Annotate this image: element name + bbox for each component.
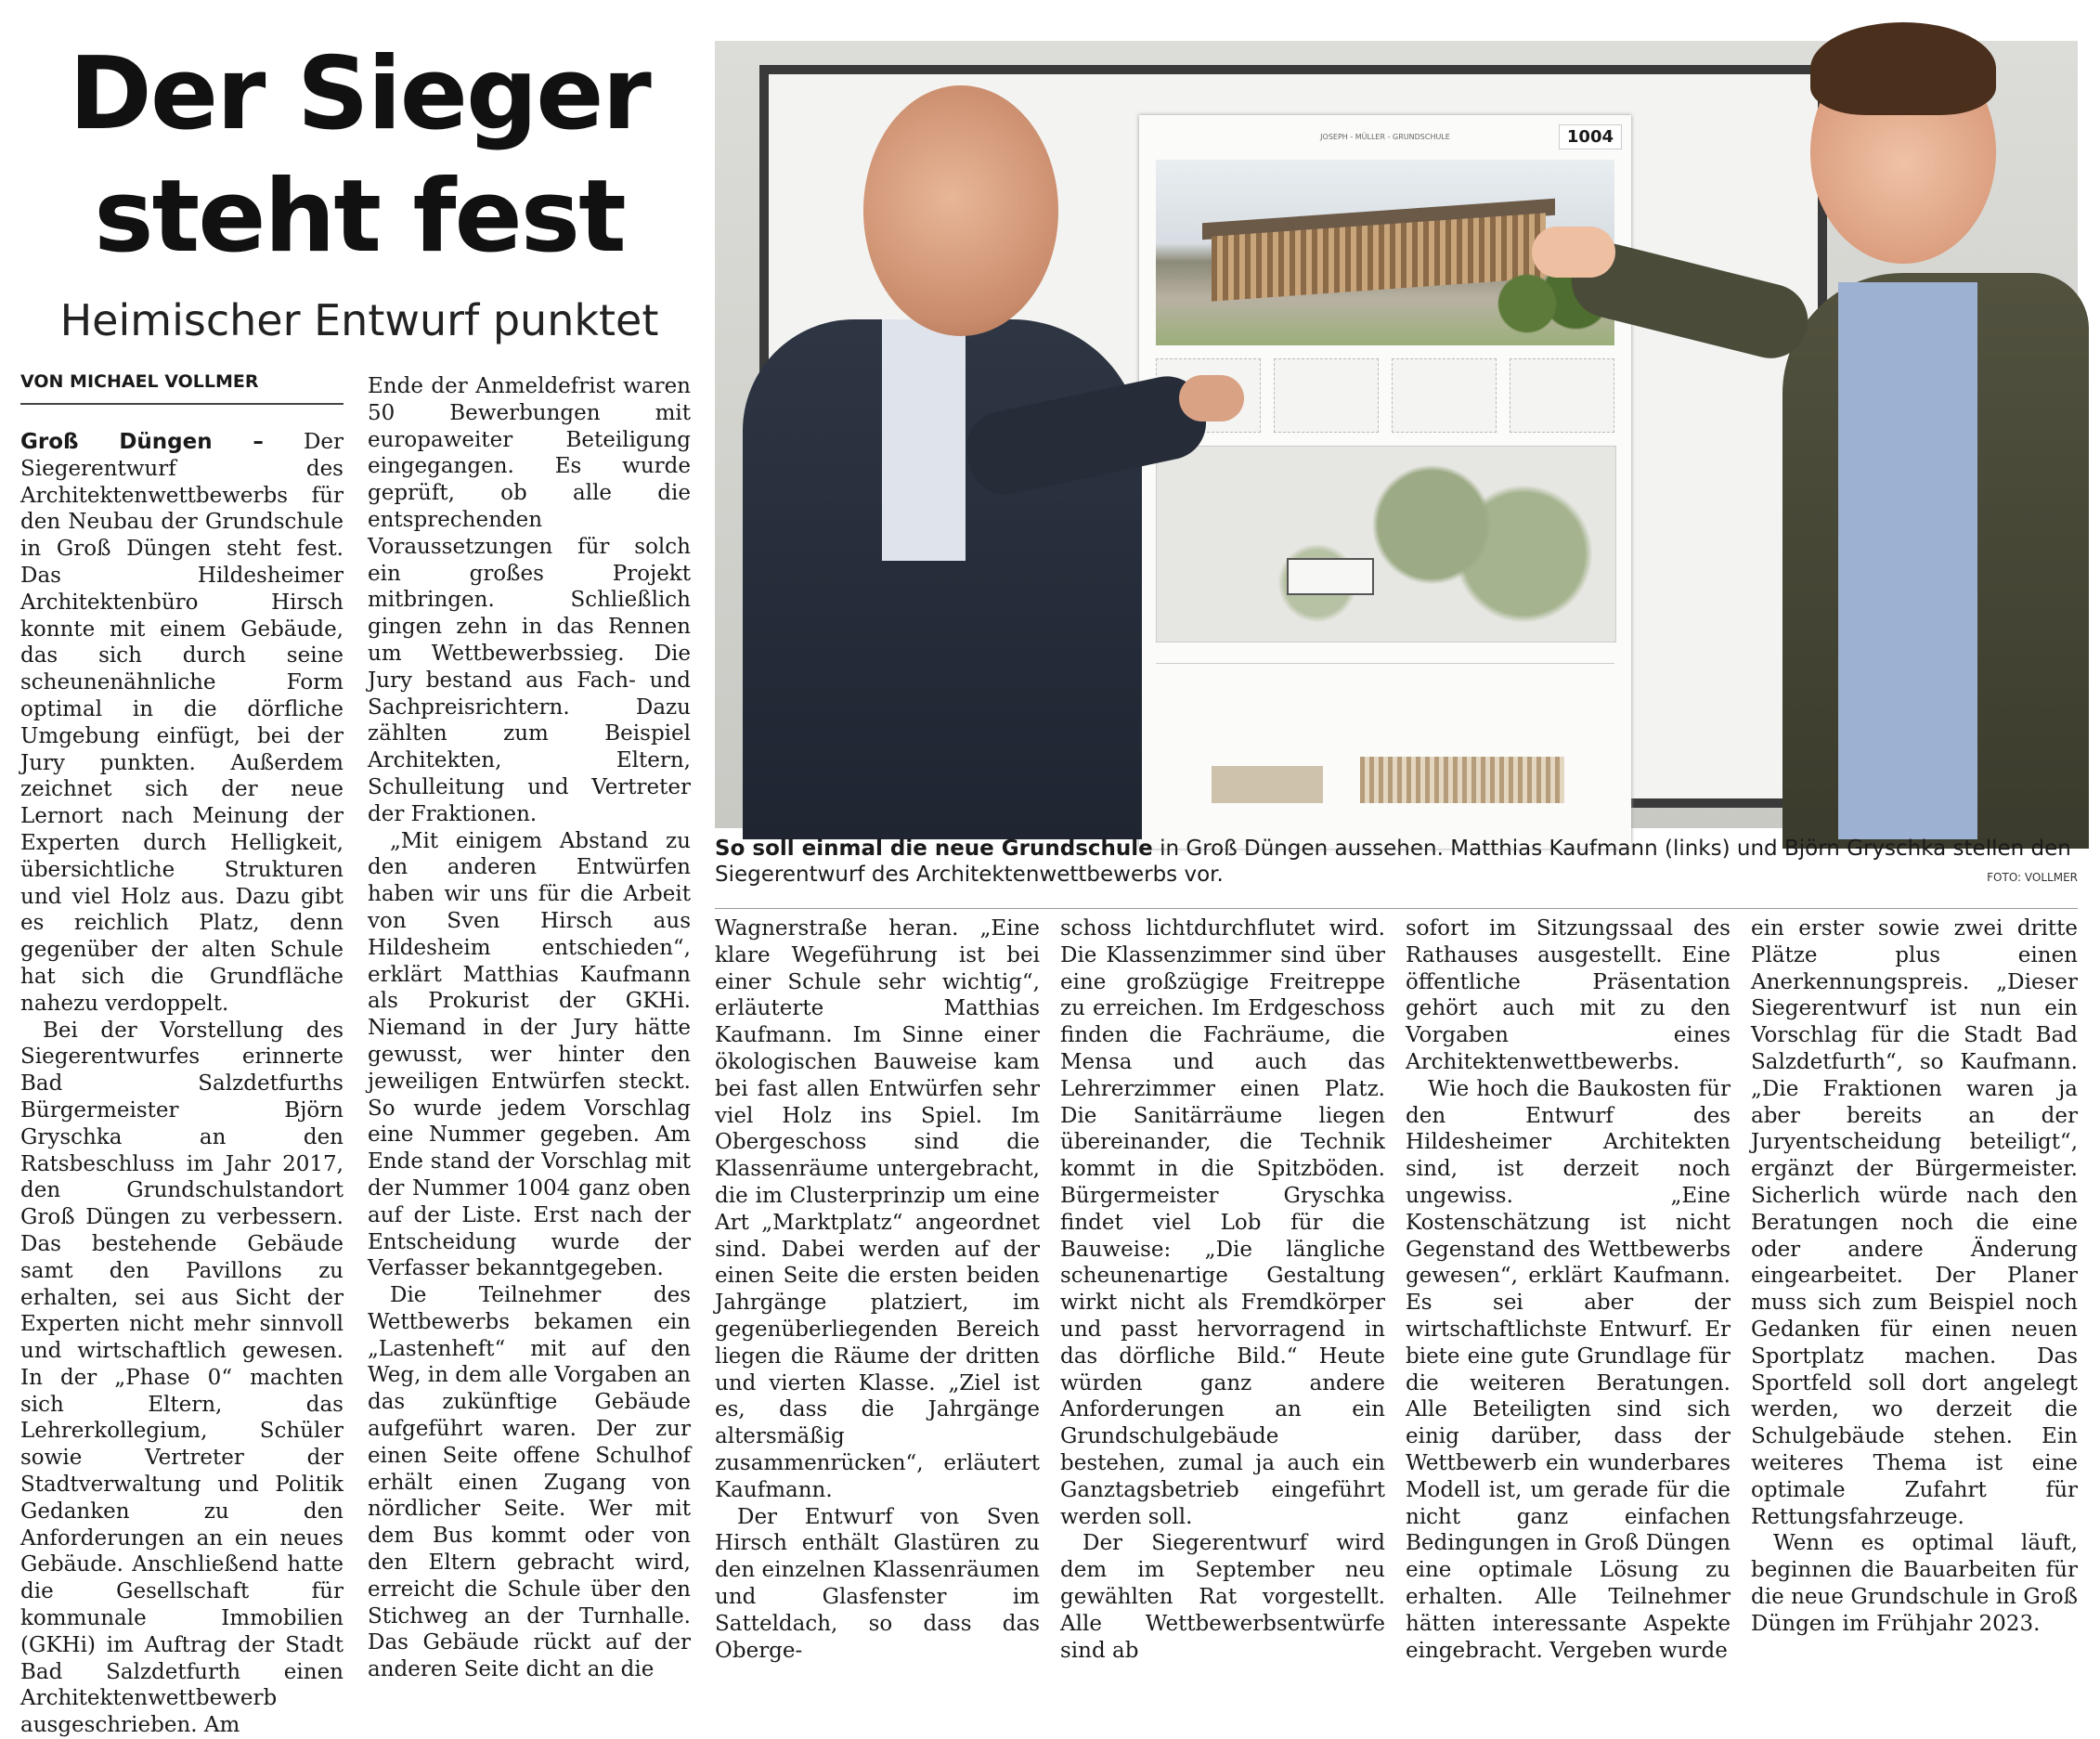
person-right-shirt [1838, 282, 1977, 839]
paragraph: Bei der Vorstellung des Siegerentwurfes erinnerte Bad Salzdetfurths Bürgermeister Björn Gryschka an den Ratsbeschluss im Jahr 2017, den Grundschulstandort Groß Düngen zu verbessern. Das bestehende Gebäude samt den Pavillons zu erhalten, sei aus Sicht der Experten nicht mehr sinnvoll und wirtschaftlich gewesen. In der „Phase 0“ machten sich Eltern, das Lehrerkollegium, Schüler sowie Vertreter der Stadtverwaltung und Politik Gedanken zu den Anforderungen an ein neues Gebäude. Anschließend hatte die Gesellschaft für kommunale Immobilien (GKHi) im Auftrag der Stadt Bad Salzdetfurth einen Architektenwettbewerb ausgeschrieben. Am [20, 1018, 344, 1738]
headline-line-1: Der Sieger [69, 36, 650, 152]
article-column-6 [1751, 915, 2078, 1636]
caption-lead: So soll einmal die neue Grundschule [715, 837, 1153, 861]
paragraph: Wie hoch die Baukosten für den Entwurf des Hildesheimer Architekten sind, ist derzeit noch ungewiss. „Eine Kostenschätzung ist nicht Gegenstand des Wettbewerbs gewesen“, erklärt Kaufmann. Es sei aber der wirtschaftlichste Entwurf. Er biete eine gute Grundlage für die weiteren Beratungen. Alle Beteiligten sind sich einig darüber, dass der Wettbewerb ein wunderbares Modell ist, um gerade für die nicht ganz einfachen Bedingungen in Groß Düngen eine optimale Lösung zu erhalten. Alle Teilnehmer hätten interessante Aspekte eingebracht. Vergeben wurde [1406, 1076, 1731, 1663]
school-footprint [1287, 558, 1374, 595]
caption-text: in Groß Düngen aussehen. Matthias Kaufmann (links) und Björn Gryschka stellen den Siegerentwurf des Architektenwettbewerbs vor. [715, 837, 2071, 887]
article-photo [715, 41, 2078, 828]
elevation-drawing [1212, 766, 1323, 803]
paragraph: ein erster sowie zwei dritte Plätze plus einen Anerkennungspreis. „Dieser Siegerentwurf ist nun ein Vorschlag für die Stadt Bad Salzdetfurth“, so Kaufmann. „Die Fraktionen waren ja aber bereits an der Juryentscheidung beteiligt“, ergänzt der Bürgermeister. Sicherlich würde nach den Beratungen noch die eine oder andere Änderung eingearbeitet. Der Planer muss sich zum Beispiel noch Gedanken für einen neuen Sportplatz machen. Das Sportfeld soll dort angelegt werden, wo derzeit die Schulgebäude stehen. Ein weiteres Thema ist eine optimale Zufahrt für Rettungsfahrzeuge. [1751, 916, 2078, 1529]
headline [20, 33, 698, 279]
article-column-2 [368, 373, 691, 1682]
article-column-3 [715, 915, 1040, 1663]
paragraph: Wagnerstraße heran. „Eine klare Wegeführung ist bei einer Schule sehr wichtig“, erläuterte Matthias Kaufmann. Im Sinne einer ökologischen Bauweise kam bei fast allen Entwürfen sehr viel Holz ins Spiel. Im Obergeschoss sind die Klassenräume untergebracht, die im Clusterprinzip um eine Art „Marktplatz“ angeordnet sind. Dabei werden auf der einen Seite die ersten beiden Jahrgänge platziert, im gegenüberliegenden Bereich liegen die Räume der dritten und vierten Klasse. „Ziel ist es, dass die Jahrgänge altersmäßig zusammenrücken“, erläutert Kaufmann. [715, 916, 1040, 1502]
site-plan [1156, 446, 1616, 642]
paragraph [20, 429, 344, 1018]
plan-diagram [1392, 358, 1497, 433]
article-column-5 [1406, 915, 1731, 1663]
elevation-drawings [1156, 663, 1614, 831]
paragraph: „Mit einigem Abstand zu den anderen Entwürfen haben wir uns für die Arbeit von Sven Hirsch aus Hildesheim entschieden“, erklärt Matthias Kaufmann als Prokurist der GKHi. Niemand in der Jury hätte gewusst, wer hinter den jeweiligen Entwürfen steckt. So wurde jedem Vorschlag eine Nummer gegeben. Am Ende stand der Vorschlag mit der Nummer 1004 ganz oben auf der Liste. Erst nach der Entscheidung wurde der Verfasser bekanntgegeben. [368, 828, 691, 1281]
article-column-4 [1060, 915, 1385, 1663]
person-left-hand [1179, 375, 1244, 422]
article-column-1 [20, 429, 344, 1738]
elevation-drawing [1360, 757, 1564, 803]
paragraph: Der Entwurf von Sven Hirsch enthält Glastüren zu den einzelnen Klassenräumen und Glasfenster im Satteldach, so dass das Oberge- [715, 1504, 1040, 1663]
paragraph: Der Siegerentwurf wird dem im September neu gewählten Rat vorgestellt. Alle Wettbewerbsentwürfe sind ab [1060, 1531, 1385, 1663]
byline: VON MICHAEL VOLLMER [20, 371, 344, 405]
subheadline: Heimischer Entwurf punktet [59, 295, 659, 345]
plan-diagram [1274, 358, 1379, 433]
paragraph-text: Der Siegerentwurf des Architektenwettbewerbs für den Neubau der Grundschule in Groß Düngen steht fest. Das Hildesheimer Architektenbüro Hirsch konnte mit einem Gebäude, das sich durch seine scheunenähnliche Form optimal in die dörfliche Umgebung einfügt, bei der Jury punkten. Außerdem zeichnet sich der neue Lernort nach Meinung der Experten durch Helligkeit, übersichtliche Strukturen und viel Holz aus. Dazu gibt es reichlich Platz, denn gegenüber der alten Schule hat sich die Grundfläche nahezu verdoppelt. [20, 430, 344, 1016]
divider [715, 908, 2078, 909]
plan-diagram [1510, 358, 1614, 433]
dateline: Groß Düngen – [20, 430, 264, 454]
person-right-hand [1532, 227, 1615, 278]
paragraph: sofort im Sitzungssaal des Rathauses ausgestellt. Eine öffentliche Präsentation gehört auch mit zu den Vorgaben eines Architektenwettbewerbs. [1406, 916, 1731, 1074]
person-left-head [863, 85, 1058, 336]
paragraph: Wenn es optimal läuft, beginnen die Bauarbeiten für die neue Grundschule in Groß Düngen im Frühjahr 2023. [1751, 1531, 2078, 1636]
headline-line-2: steht fest [94, 159, 625, 275]
person-right-hair [1810, 22, 1996, 115]
poster-number: 1004 [1559, 124, 1622, 149]
paragraph: Ende der Anmeldefrist waren 50 Bewerbungen mit europaweiter Beteiligung eingegangen. Es wurde geprüft, ob alle die entsprechenden Voraussetzungen für solch ein großes Projekt mitbringen. Schließlich gingen zehn in das Rennen um Wettbewerbssieg. Die Jury bestand aus Fach- und Sachpreisrichtern. Dazu zählten zum Beispiel Architekten, Eltern, Schulleitung und Vertreter der Fraktionen. [368, 374, 691, 826]
poster-title: JOSEPH - MÜLLER - GRUNDSCHULE [1320, 133, 1450, 141]
person-left-shirt [882, 319, 966, 561]
paragraph: Die Teilnehmer des Wettbewerbs bekamen ein „Lastenheft“ mit auf den Weg, in dem alle Vorgaben an das zukünftige Gebäude aufgeführt waren. Der zur einen Seite offene Schulhof erhält einen Zugang von nördlicher Seite. Wer mit dem Bus kommt oder von den Eltern gebracht wird, erreicht die Schule über den Stichweg an der Turnhalle. Das Gebäude rückt auf der anderen Seite dicht an die [368, 1283, 691, 1682]
paragraph: schoss lichtdurchflutet wird. Die Klassenzimmer sind über eine großzügige Freitreppe zu erreichen. Im Erdgeschoss finden die Fachräume, die Mensa und auch das Lehrerzimmer einen Platz. Die Sanitärräume liegen übereinander, die Technik kommt in die Spitzböden. Bürgermeister Gryschka findet viel Lob für die Bauweise: „Die längliche scheunenartige Gestaltung wirkt nicht als Fremdkörper und passt hervorragend in das dörfliche Bild.“ Heute würden ganz andere Anforderungen an ein Grundschulgebäude bestehen, zumal ja auch ein Ganztagsbetrieb eingeführt werden soll. [1060, 916, 1385, 1529]
photo-credit: FOTO: VOLLMER [1987, 871, 2078, 884]
competition-poster [1139, 115, 1631, 849]
photo-caption [715, 836, 2078, 888]
